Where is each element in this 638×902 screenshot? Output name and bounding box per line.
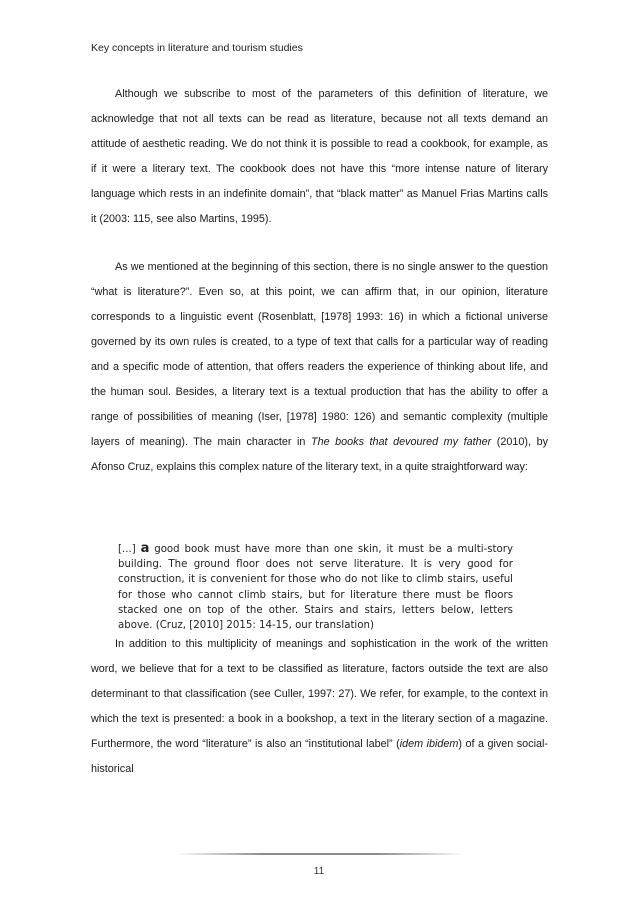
paragraph-2-text-after: (2010), by Afonso Cruz, explains this complex nature of the literary text, in a quite straightforward way: [91, 436, 548, 473]
paragraph-3-text-after: ) of a given social-historical [91, 738, 548, 775]
quote-initial: a [140, 541, 150, 556]
block-quote [118, 541, 513, 633]
footer-divider [175, 853, 465, 855]
paragraph-1 [91, 82, 548, 232]
idem-ibidem: idem ibidem [399, 738, 459, 750]
book-title: The books that devoured my father [310, 436, 492, 448]
quote-text: good book must have more than one skin, it must be a multi-story building. The ground floor does not serve literature. It is very good for construction, it is convenient for those who do not like to climb stairs, useful for those who cannot climb stairs, but for literature there must be floors stacked one on top of the other. Stairs and stairs, letters below, letters above. (Cruz, [2010] 2015: 14-15, our translation) [118, 544, 514, 632]
paragraph-3-text-before: In addition to this multiplicity of meanings and sophistication in the work of the written word, we believe that for a text to be classified as literature, factors outside the text are also determinant to that classification (see Culler, 1997: 27). We refer, for example, to the context in which the text is presented: a book in a bookshop, a text in the literary section of a magazine. Furthermore, the word “literature” is also an “institutional label” ( [91, 638, 548, 750]
running-header: Key concepts in literature and tourism studies [91, 42, 303, 54]
quote-prefix: [...] [118, 544, 141, 555]
paragraph-2 [91, 255, 548, 480]
paragraph-1-text: Although we subscribe to most of the parameters of this definition of literature, we acknowledge that not all texts can be read as literature, because not all texts demand an attitude of aesthetic reading. We do not think it is possible to read a cookbook, for example, as if it were a literary text. The cookbook does not have this “more intense nature of literary language which rests in an indefinite domain”, that “black matter” as Manuel Frias Martins calls it (2003: 115, see also Martins, 1995). [91, 88, 548, 225]
paragraph-2-text-before: As we mentioned at the beginning of this section, there is no single answer to the question “what is literature?”. Even so, at this point, we can affirm that, in our opinion, literature corresponds to a linguistic event (Rosenblatt, [1978] 1993: 16) in which a fictional universe governed by its own rules is created, to a type of text that calls for a particular way of reading and a specific mode of attention, that offers readers the experience of thinking about life, and the human soul. Besides, a literary text is a textual production that has the ability to offer a range of possibilities of meaning (Iser, [1978] 1980: 126) and semantic complexity (multiple layers of meaning). The main character in [91, 261, 548, 448]
page-number: 11 [313, 866, 325, 877]
paragraph-3 [91, 632, 548, 782]
